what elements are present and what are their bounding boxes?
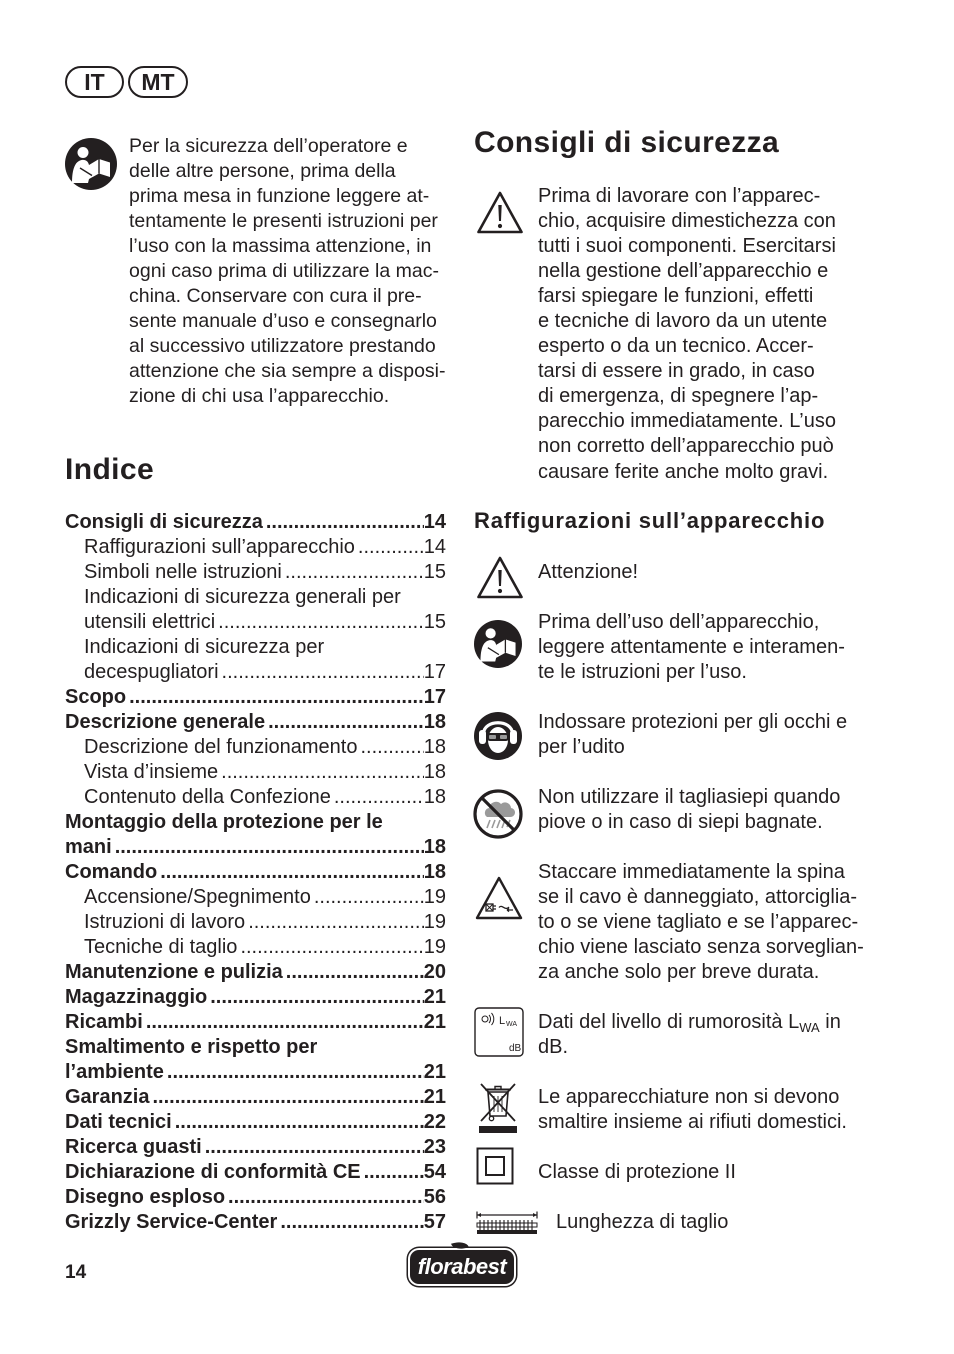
toc-page-number: 18 <box>423 735 446 758</box>
toc-entry-label: Magazzinaggio <box>65 985 208 1008</box>
text-line <box>538 1010 841 1035</box>
index-title: Indice <box>65 453 155 486</box>
unplug-description <box>538 860 864 985</box>
text-line: causare ferite anche molto gravi. <box>538 460 829 483</box>
text-line: china. Conservare con cura il pre- <box>129 285 422 308</box>
noise-subscript-text: WA <box>506 1021 518 1028</box>
noise-level-icon <box>474 1007 524 1057</box>
text-line: e tecniche di lavoro da un utente <box>538 309 828 332</box>
protection-class-ii-icon <box>476 1147 514 1185</box>
toc-entry <box>65 935 446 960</box>
no-rain-description <box>538 785 840 835</box>
toc-entry <box>65 660 446 685</box>
toc-entry <box>65 710 446 735</box>
toc-dot-leader <box>240 935 423 960</box>
toc-dot-leader <box>167 1060 424 1085</box>
text-line: Non utilizzare il tagliasiepi quando <box>538 785 841 808</box>
toc-entry <box>65 1035 446 1060</box>
toc-entry-label: Dichiarazione di conformità CE <box>65 1160 361 1183</box>
toc-entry-label: Indicazioni di sicurezza per <box>84 635 325 658</box>
toc-page-number: 21 <box>423 985 446 1008</box>
text-line: piove o in caso di siepi bagnate. <box>538 810 823 833</box>
toc-page-number: 21 <box>423 1060 446 1083</box>
toc-entry <box>65 585 446 610</box>
toc-entry <box>65 1060 446 1085</box>
text-line: non corretto dell’apparecchio può <box>538 435 834 458</box>
toc-entry <box>65 510 446 535</box>
attention-description <box>538 560 638 585</box>
toc-dot-leader <box>115 835 424 860</box>
warning-triangle-icon <box>476 555 524 600</box>
cutting-length-description <box>556 1210 728 1235</box>
toc-entry <box>65 1210 446 1235</box>
no-rain-icon <box>472 788 524 840</box>
toc-page-number: 19 <box>423 910 446 933</box>
toc-page-number: 21 <box>423 1085 446 1108</box>
text-line: tarsi di essere in grado, in caso <box>538 360 815 383</box>
toc-entry-label: Tecniche di taglio <box>84 935 238 958</box>
toc-page-number: 15 <box>423 610 446 633</box>
toc-page-number: 18 <box>423 785 446 808</box>
safety-title: Consigli di sicurezza <box>474 126 780 159</box>
text-line: tentamente le presenti istruzioni per <box>129 209 438 232</box>
page-number: 14 <box>65 1262 87 1283</box>
text-line: Attenzione! <box>538 560 639 583</box>
toc-dot-leader <box>358 535 424 560</box>
toc-dot-leader <box>334 785 424 810</box>
toc-entry-label: Ricambi <box>65 1010 143 1033</box>
noise-symbol-text: L <box>499 1015 506 1027</box>
toc-page-number: 21 <box>423 1010 446 1033</box>
text-line: l’uso con la massima attenzione, in <box>129 234 432 257</box>
toc-page-number: 19 <box>423 935 446 958</box>
text-line: leggere attentamente e interamen- <box>538 635 845 658</box>
leaf-icon <box>451 1239 469 1253</box>
toc-page-number: 20 <box>423 960 446 983</box>
logo-text: florabest <box>417 1254 507 1279</box>
text-line: smaltire insieme ai rifiuti domestici. <box>538 1110 847 1133</box>
toc-dot-leader <box>205 1135 424 1160</box>
intro-paragraph <box>129 134 446 410</box>
toc-page-number: 18 <box>423 835 446 858</box>
protection-description <box>538 710 847 760</box>
toc-entry <box>65 685 446 710</box>
toc-page-number: 18 <box>423 860 446 883</box>
text-line: ogni caso prima di utilizzare la mac- <box>129 259 439 282</box>
toc-entry-label: Disegno esploso <box>65 1185 226 1208</box>
toc-dot-leader <box>222 660 424 685</box>
toc-entry-label: Consigli di sicurezza <box>65 510 263 533</box>
table-of-contents <box>65 510 446 1235</box>
toc-entry <box>65 1185 446 1210</box>
text-line: al successivo utilizzatore prestando <box>129 335 436 358</box>
toc-entry <box>65 1010 446 1035</box>
text-line: Lunghezza di taglio <box>556 1210 729 1233</box>
toc-entry-label: Accensione/Spegnimento <box>84 885 311 908</box>
toc-entry <box>65 810 446 835</box>
toc-entry <box>65 860 446 885</box>
toc-entry <box>65 910 446 935</box>
toc-entry-label: Istruzioni di lavoro <box>84 910 246 933</box>
text-line: parecchio immediatamente. L’uso <box>538 410 836 433</box>
text-line: za anche solo per breve durata. <box>538 960 820 983</box>
toc-dot-leader <box>268 710 424 735</box>
read-manual-icon <box>474 620 522 668</box>
text-line: tutti i suoi componenti. Esercitarsi <box>538 234 836 257</box>
toc-page-number: 19 <box>423 885 446 908</box>
toc-entry-label: Ricerca guasti <box>65 1135 202 1158</box>
cutting-length-icon <box>474 1210 540 1236</box>
unplug-warning-icon <box>474 875 524 921</box>
safety-paragraph <box>538 184 836 485</box>
toc-entry-label: Scopo <box>65 685 127 708</box>
toc-dot-leader <box>218 610 424 635</box>
toc-dot-leader <box>129 685 424 710</box>
toc-entry-label: Garanzia <box>65 1085 150 1108</box>
toc-entry-label: mani <box>65 835 112 858</box>
toc-dot-leader <box>248 910 424 935</box>
noise-text-before: Dati del livello di rumorosità L <box>538 1010 800 1033</box>
toc-dot-leader <box>361 735 424 760</box>
toc-entry-label: Contenuto della Confezione <box>84 785 331 808</box>
read-manual-icon <box>65 138 117 190</box>
read-manual-description <box>538 610 845 685</box>
text-line: nella gestione dell’apparecchio e <box>538 259 829 282</box>
text-line: Prima dell’uso dell’apparecchio, <box>538 610 820 633</box>
toc-entry-label: utensili elettrici <box>84 610 216 633</box>
toc-entry <box>65 835 446 860</box>
toc-dot-leader <box>160 860 424 885</box>
toc-entry <box>65 535 446 560</box>
toc-entry <box>65 1110 446 1135</box>
toc-entry <box>65 1135 446 1160</box>
noise-unit-text: dB <box>509 1043 522 1054</box>
toc-dot-leader <box>210 985 424 1010</box>
text-line: Staccare immediatamente la spina <box>538 860 845 883</box>
text-line: Classe di protezione II <box>538 1160 736 1183</box>
text-line: sente manuale d’uso e consegnarlo <box>129 310 437 333</box>
text-line: farsi spiegare le funzioni, effetti <box>538 284 814 307</box>
language-badge-it: IT <box>65 66 124 98</box>
disposal-description <box>538 1085 847 1135</box>
toc-entry <box>65 610 446 635</box>
toc-entry <box>65 735 446 760</box>
text-line: Indossare protezioni per gli occhi e <box>538 710 848 733</box>
toc-page-number: 18 <box>423 710 446 733</box>
toc-page-number: 17 <box>423 660 446 683</box>
toc-page-number: 57 <box>423 1210 446 1233</box>
text-line: attenzione che sia sempre a disposi- <box>129 360 446 383</box>
text-line: te le istruzioni per l’uso. <box>538 660 747 683</box>
toc-dot-leader <box>175 1110 424 1135</box>
toc-page-number: 17 <box>423 685 446 708</box>
toc-dot-leader <box>314 885 424 910</box>
text-line: chio viene lasciato senza sorveglian- <box>538 935 864 958</box>
noise-level-description <box>538 1010 841 1060</box>
toc-entry-label: Descrizione del funzionamento <box>84 735 358 758</box>
crossed-bin-icon <box>476 1078 520 1134</box>
text-line: prima mesa in funzione leggere at- <box>129 184 430 207</box>
toc-page-number: 23 <box>423 1135 446 1158</box>
toc-entry <box>65 1160 446 1185</box>
toc-entry <box>65 985 446 1010</box>
toc-entry <box>65 635 446 660</box>
text-line: per l’udito <box>538 735 625 758</box>
text-line: Le apparecchiature non si devono <box>538 1085 840 1108</box>
toc-entry-label: Dati tecnici <box>65 1110 172 1133</box>
toc-entry <box>65 885 446 910</box>
toc-entry-label: Grizzly Service-Center <box>65 1210 278 1233</box>
text-line: dB. <box>538 1035 569 1058</box>
toc-entry-label: Descrizione generale <box>65 710 266 733</box>
toc-dot-leader <box>266 510 424 535</box>
text-line: di emergenza, di spegnere l’ap- <box>538 385 819 408</box>
toc-entry-label: Indicazioni di sicurezza generali per <box>84 585 401 608</box>
toc-entry <box>65 1085 446 1110</box>
toc-entry-label: l’ambiente <box>65 1060 164 1083</box>
toc-entry-label: Vista d’insieme <box>84 760 219 783</box>
toc-entry <box>65 785 446 810</box>
toc-entry-label: Montaggio della protezione per le <box>65 810 383 833</box>
eye-ear-protection-icon <box>474 712 522 760</box>
toc-dot-leader <box>146 1010 424 1035</box>
toc-dot-leader <box>280 1210 423 1235</box>
toc-entry-label: Simboli nelle istruzioni <box>84 560 282 583</box>
toc-entry-label: Manutenzione e pulizia <box>65 960 283 983</box>
toc-page-number: 14 <box>423 510 446 533</box>
toc-page-number: 14 <box>423 535 446 558</box>
toc-dot-leader <box>221 760 424 785</box>
toc-entry-label: Raffigurazioni sull’apparecchio <box>84 535 355 558</box>
symbols-title: Raffigurazioni sull’apparecchio <box>474 508 826 533</box>
text-line: se il cavo è danneggiato, attorciglia- <box>538 885 858 908</box>
text-line: chio, acquisire dimestichezza con <box>538 209 836 232</box>
toc-entry <box>65 760 446 785</box>
noise-text-after: in <box>819 1010 841 1033</box>
text-line: esperto o da un tecnico. Accer- <box>538 335 814 358</box>
language-badge-mt: MT <box>128 66 188 98</box>
toc-page-number: 18 <box>423 760 446 783</box>
toc-entry-label: decespugliatori <box>84 660 219 683</box>
florabest-logo <box>410 1250 514 1284</box>
text-line: Prima di lavorare con l’apparec- <box>538 184 821 207</box>
toc-dot-leader <box>286 960 424 985</box>
text-line: to o se viene tagliato e se l’apparec- <box>538 910 859 933</box>
toc-page-number: 54 <box>423 1160 446 1183</box>
toc-dot-leader <box>228 1185 424 1210</box>
protection-class-description <box>538 1160 736 1185</box>
toc-entry-label: Smaltimento e rispetto per <box>65 1035 318 1058</box>
toc-entry <box>65 560 446 585</box>
toc-page-number: 15 <box>423 560 446 583</box>
toc-dot-leader <box>152 1085 423 1110</box>
toc-page-number: 56 <box>423 1185 446 1208</box>
toc-entry <box>65 960 446 985</box>
text-line: Per la sicurezza dell’operatore e <box>129 134 408 157</box>
text-line: zione di chi usa l’apparecchio. <box>129 385 390 408</box>
toc-dot-leader <box>364 1160 424 1185</box>
toc-dot-leader <box>285 560 424 585</box>
warning-triangle-icon <box>476 190 524 235</box>
text-line: delle altre persone, prima della <box>129 159 396 182</box>
noise-text-subscript: WA <box>799 1019 820 1035</box>
toc-entry-label: Comando <box>65 860 158 883</box>
toc-page-number: 22 <box>423 1110 446 1133</box>
